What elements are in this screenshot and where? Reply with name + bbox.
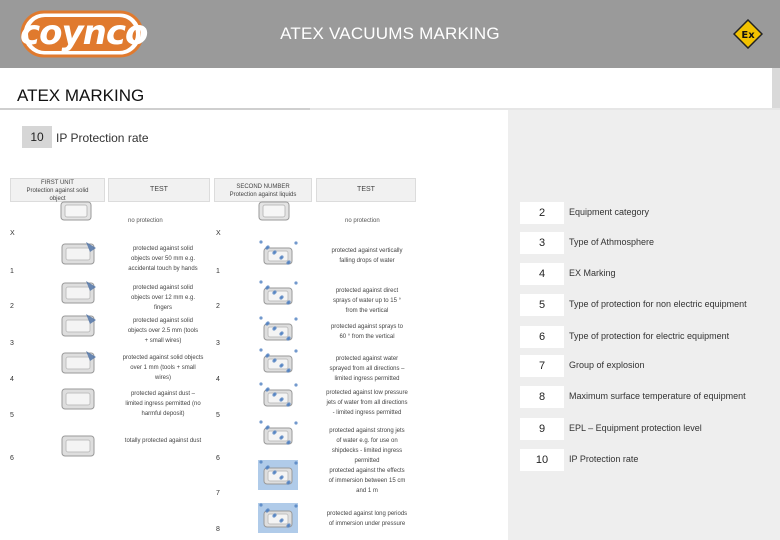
first-unit-header-line1: FIRST UNIT	[41, 180, 74, 186]
description-line: + small wires)	[144, 338, 182, 344]
hand-icon	[60, 240, 98, 273]
description-line: objects over 50 mm e.g.	[130, 256, 196, 262]
page-title: ATEX VACUUMS MARKING	[280, 24, 500, 43]
liquid-row-number: 8	[216, 526, 220, 533]
solid-row-description	[112, 389, 214, 419]
ex-symbol-text: Ex	[741, 30, 755, 41]
category-item[interactable]	[520, 263, 780, 285]
description-line: objects over 2.5 mm (tools	[127, 328, 199, 334]
category-label: IP Protection rate	[569, 454, 639, 464]
description-line: totally protected against dust	[124, 438, 202, 444]
category-number: 3	[520, 232, 564, 254]
description-line: protected against solid objects	[122, 355, 204, 361]
description-line: protected against vertically	[331, 248, 403, 254]
solid-row-description	[112, 353, 214, 383]
description-line: protected against low pressure	[326, 390, 408, 396]
atex-ex-icon	[733, 19, 763, 49]
description-line: protected against strong jets	[329, 428, 405, 434]
category-label: Type of protection for electric equipment	[569, 331, 730, 341]
description-line: 60 ° from the vertical	[339, 334, 395, 340]
water-spray-icon	[258, 460, 298, 495]
description-line: protected against sprays to	[330, 324, 404, 330]
description-line: protected against solid	[132, 285, 194, 291]
second-number-header-line2: Protection against liquids	[229, 192, 297, 198]
description-line: protected against dust –	[130, 391, 196, 397]
category-number: 6	[520, 326, 564, 348]
category-label: Equipment category	[569, 207, 650, 217]
water-spray-icon	[258, 420, 298, 455]
solid-row-number: 1	[10, 268, 14, 275]
category-label: Type of Athmosphere	[569, 237, 655, 247]
water-spray-icon	[258, 240, 298, 275]
solid-row-description	[112, 316, 214, 346]
first-unit-header-line3: object	[49, 196, 66, 202]
description-line: protected against solid	[132, 318, 194, 324]
water-spray-icon	[258, 348, 298, 383]
solid-row-description	[112, 244, 214, 274]
description-line: limited ingress permitted (no	[125, 401, 201, 407]
liquid-row-number: 3	[216, 340, 220, 347]
liquid-row-number: 7	[216, 490, 220, 497]
water-spray-icon	[258, 503, 298, 538]
description-line: of water e.g. for use on	[336, 438, 398, 444]
category-number: 7	[520, 355, 564, 377]
enclosure-icon	[258, 200, 290, 222]
category-item[interactable]	[520, 449, 780, 471]
liquid-row-number: 5	[216, 412, 220, 419]
category-item[interactable]	[520, 294, 780, 316]
description-line: - limited ingress permitted	[332, 410, 402, 416]
category-item[interactable]	[520, 326, 780, 348]
description-line: sprayed from all directions –	[329, 366, 405, 372]
description-line: sprays of water up to 15 °	[332, 298, 402, 304]
description-line: and 1 m	[356, 488, 378, 494]
solid-row-description	[112, 436, 214, 446]
solid-row-number: 4	[10, 376, 14, 383]
liquid-row-number: 2	[216, 303, 220, 310]
test-header-liquid: TEST	[316, 178, 416, 202]
description-line: permitted	[354, 458, 380, 464]
liquid-row-description	[316, 286, 418, 316]
description-line: protected against water	[335, 356, 399, 362]
description-line: limited ingress permitted	[334, 376, 400, 382]
category-item[interactable]	[520, 386, 780, 408]
category-number: 10	[520, 449, 564, 471]
description-line: objects over 12 mm e.g.	[130, 295, 196, 301]
solid-row-number: 5	[10, 412, 14, 419]
description-line: protected against solid	[132, 246, 194, 252]
solid-row-x: X	[10, 230, 15, 237]
no-protection-solid: no protection	[128, 218, 163, 224]
box-icon	[60, 432, 98, 465]
side-strip	[772, 68, 780, 108]
test-header-solid: TEST	[108, 178, 210, 202]
second-number-header-line1: SECOND NUMBER	[236, 184, 290, 190]
category-panel	[508, 110, 780, 540]
category-label: EX Marking	[569, 268, 616, 278]
liquid-row-description	[316, 354, 418, 384]
category-item[interactable]	[520, 202, 780, 224]
category-item[interactable]	[520, 418, 780, 440]
section-number-badge: 10	[22, 126, 52, 148]
liquid-row-description	[316, 388, 418, 418]
liquid-row-description	[316, 466, 418, 496]
description-line: of immersion under pressure	[328, 521, 406, 527]
first-unit-header	[10, 178, 105, 202]
wire-icon	[60, 349, 98, 382]
solid-row-number: 6	[10, 455, 14, 462]
solid-row-number: 2	[10, 303, 14, 310]
liquid-row-number: 1	[216, 268, 220, 275]
category-item[interactable]	[520, 355, 780, 377]
category-number: 9	[520, 418, 564, 440]
category-number: 2	[520, 202, 564, 224]
solid-row-description	[112, 283, 214, 313]
solid-row-number: 3	[10, 340, 14, 347]
liquid-row-description	[316, 246, 418, 266]
water-spray-icon	[258, 280, 298, 315]
description-line: protected against the effects	[329, 468, 405, 474]
description-line: of immersion between 15 cm	[328, 478, 406, 484]
water-spray-icon	[258, 316, 298, 351]
second-number-header	[214, 178, 312, 202]
dust-icon	[60, 385, 98, 418]
enclosure-icon	[60, 200, 92, 222]
description-line: jets of water from all directions	[326, 400, 408, 406]
description-line: protected against long periods	[326, 511, 408, 517]
liquid-row-description	[316, 322, 418, 342]
category-number: 4	[520, 263, 564, 285]
description-line: over 1 mm (tools + small	[130, 365, 196, 371]
first-unit-header-line2: Protection against solid	[26, 188, 89, 194]
liquid-row-description	[316, 509, 418, 529]
description-line: falling drops of water	[339, 258, 395, 264]
section-title: ATEX MARKING	[17, 86, 145, 105]
finger-icon	[60, 279, 98, 312]
header-band	[0, 0, 780, 68]
description-line: fingers	[153, 305, 172, 311]
category-label: Maximum surface temperature of equipment	[569, 391, 746, 401]
liquid-row-description	[316, 426, 418, 466]
description-line: from the vertical	[345, 308, 389, 314]
category-number: 8	[520, 386, 564, 408]
liquid-row-number: 6	[216, 455, 220, 462]
category-label: Group of explosion	[569, 360, 645, 370]
logo-text: coynco	[20, 13, 148, 53]
liquid-row-x: X	[216, 230, 221, 237]
description-line: shipdecks - limited ingress	[331, 448, 403, 454]
description-line: wires)	[155, 375, 171, 381]
no-protection-liquid: no protection	[345, 218, 380, 224]
category-label: Type of protection for non electric equipment	[569, 299, 747, 309]
description-line: protected against direct	[335, 288, 399, 294]
category-item[interactable]	[520, 232, 780, 254]
category-number: 5	[520, 294, 564, 316]
section-subtitle: IP Protection rate	[56, 131, 149, 145]
tool-icon	[60, 312, 98, 345]
water-spray-icon	[258, 382, 298, 417]
category-label: EPL – Equipment protection level	[569, 423, 702, 433]
description-line: accidental touch by hands	[128, 266, 198, 272]
description-line: harmful deposit)	[141, 411, 185, 417]
liquid-row-number: 4	[216, 376, 220, 383]
